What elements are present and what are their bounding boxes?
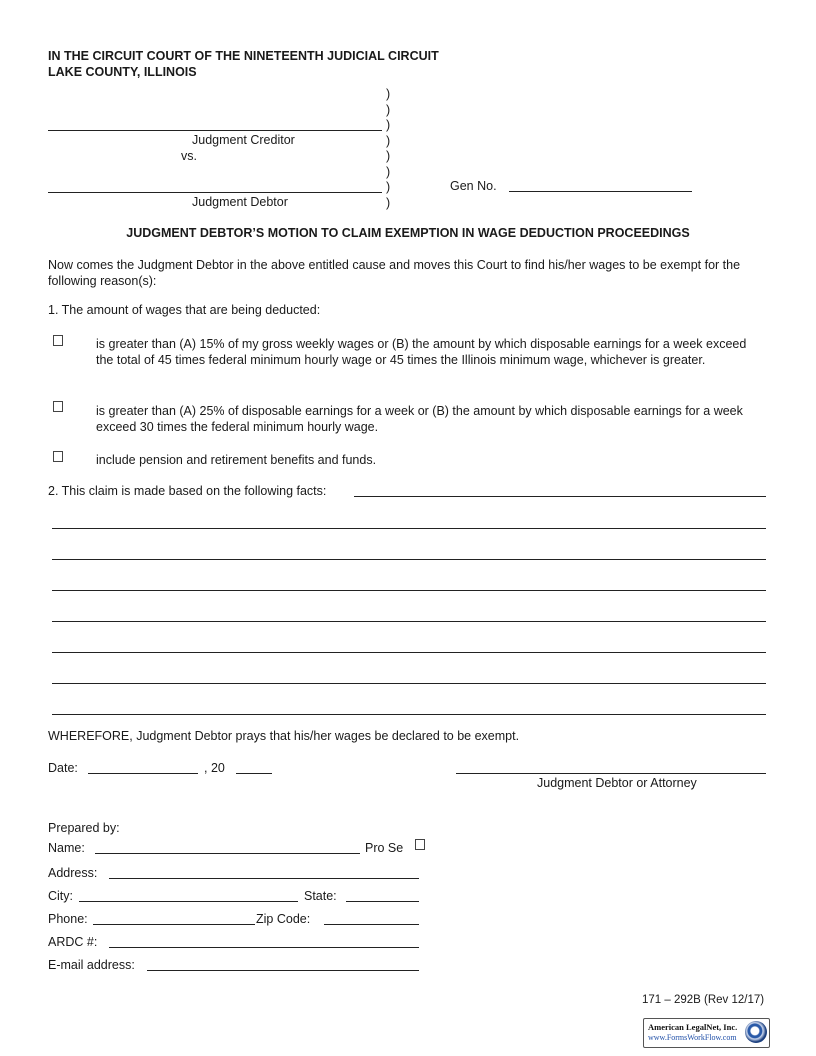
caption-paren: ) <box>386 118 391 132</box>
option-c-checkbox[interactable] <box>53 451 63 462</box>
zip-line[interactable] <box>324 924 419 925</box>
facts-line[interactable] <box>52 683 766 684</box>
caption-paren: ) <box>386 149 391 163</box>
gen-no-label: Gen No. <box>450 179 497 193</box>
form-number: 171 – 292B (Rev 12/17) <box>642 994 765 1006</box>
city-label: City: <box>48 889 73 903</box>
debtor-label: Judgment Debtor <box>192 195 288 209</box>
logo-website: www.FormsWorkFlow.com <box>648 1033 737 1042</box>
caption-paren: ) <box>386 195 391 210</box>
phone-label: Phone: <box>48 912 88 926</box>
facts-line[interactable] <box>354 496 766 497</box>
date-label: Date: <box>48 761 78 775</box>
facts-line[interactable] <box>52 621 766 622</box>
year-line[interactable] <box>236 773 272 774</box>
name-line[interactable] <box>95 853 360 854</box>
signer-label: Judgment Debtor or Attorney <box>537 776 697 790</box>
option-c-text: include pension and retirement benefits and funds. <box>96 453 377 467</box>
caption-paren: ) <box>386 133 391 148</box>
facts-line[interactable] <box>52 714 766 715</box>
state-line[interactable] <box>346 901 419 902</box>
ardc-line[interactable] <box>109 947 419 948</box>
creditor-label: Judgment Creditor <box>192 133 295 147</box>
date-line[interactable] <box>88 773 198 774</box>
email-label: E-mail address: <box>48 958 135 972</box>
year-prefix: , 20 <box>204 761 225 775</box>
facts-line[interactable] <box>52 590 766 591</box>
zip-label: Zip Code: <box>256 912 311 926</box>
caption-paren: ) <box>386 164 391 179</box>
state-label: State: <box>304 889 337 903</box>
address-line[interactable] <box>109 878 419 879</box>
option-a-text: is greater than (A) 15% of my gross weekly wages or (B) the amount by which disposable earnings for a week exceed the total of 45 times federal minimum hourly wage or 45 times the Illinois minimum wage, whichever is greater. <box>96 337 747 367</box>
name-label: Name: <box>48 841 85 855</box>
pro-se-checkbox[interactable] <box>415 839 425 850</box>
option-b-checkbox[interactable] <box>53 401 63 412</box>
court-name: IN THE CIRCUIT COURT OF THE NINETEENTH JUDICIAL CIRCUIT <box>48 49 439 63</box>
wherefore-text: WHEREFORE, Judgment Debtor prays that his/her wages be declared to be exempt. <box>48 729 520 743</box>
versus-label: vs. <box>181 149 197 163</box>
item2-heading: 2. This claim is made based on the following facts: <box>48 484 327 498</box>
signature-line[interactable] <box>456 773 766 774</box>
facts-line[interactable] <box>52 559 766 560</box>
address-label: Address: <box>48 866 98 880</box>
gen-no-line[interactable] <box>509 191 692 192</box>
caption-paren: ) <box>386 180 391 194</box>
caption-paren: ) <box>386 87 391 101</box>
debtor-name-line[interactable] <box>48 192 382 193</box>
facts-line[interactable] <box>52 528 766 529</box>
pro-se-label: Pro Se <box>365 841 404 855</box>
option-b-text: is greater than (A) 25% of disposable earnings for a week or (B) the amount by which disposable earnings for a week exceed 30 times the federal minimum hourly wage. <box>96 404 743 434</box>
globe-icon <box>745 1021 767 1043</box>
publisher-logo <box>643 1018 770 1048</box>
ardc-label: ARDC #: <box>48 935 98 949</box>
prepared-by-heading: Prepared by: <box>48 821 120 835</box>
phone-line[interactable] <box>93 924 255 925</box>
logo-company: American LegalNet, Inc. <box>648 1022 738 1032</box>
email-line[interactable] <box>147 970 419 971</box>
caption-paren: ) <box>386 102 391 117</box>
facts-line[interactable] <box>52 652 766 653</box>
item1-heading: 1. The amount of wages that are being deducted: <box>48 303 321 317</box>
intro-paragraph: Now comes the Judgment Debtor in the above entitled cause and moves this Court to find his/her wages to be exempt for the following reason(s): <box>48 258 741 288</box>
county-name: LAKE COUNTY, ILLINOIS <box>48 65 197 79</box>
city-line[interactable] <box>79 901 298 902</box>
option-a-checkbox[interactable] <box>53 335 63 346</box>
creditor-name-line[interactable] <box>48 130 382 131</box>
document-title: JUDGMENT DEBTOR’S MOTION TO CLAIM EXEMPTION IN WAGE DEDUCTION PROCEEDINGS <box>126 226 690 240</box>
